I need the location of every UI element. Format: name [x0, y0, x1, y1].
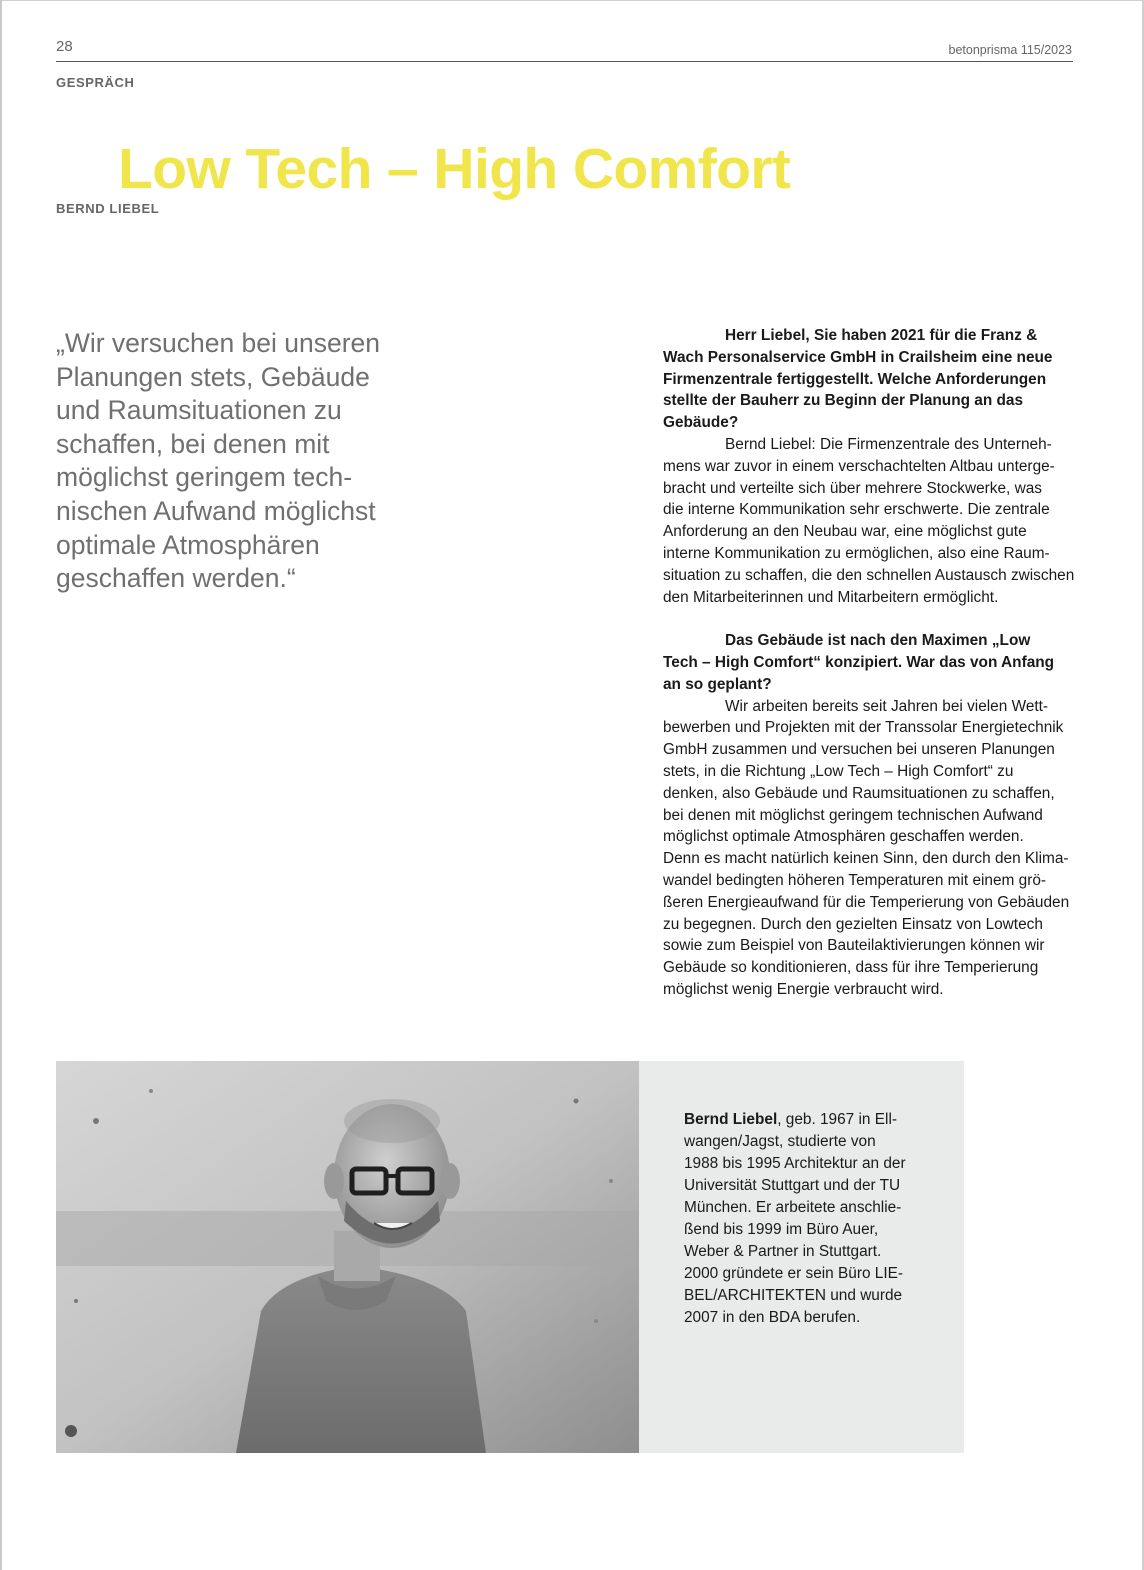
- bio-panel: [639, 1061, 964, 1453]
- portrait-illustration: [56, 1061, 639, 1453]
- pull-quote-line: schaffen, bei denen mit: [56, 428, 330, 459]
- answer-line: Wir arbeiten bereits seit Jahren bei vielen Wett-: [725, 697, 1049, 715]
- answer-line: den Mitarbeiterinnen und Mitarbeitern ermöglicht.: [663, 588, 999, 606]
- pull-quote-line: nischen Aufwand möglichst: [56, 495, 376, 526]
- question-line: Firmenzentrale fertiggestellt. Welche Anforderungen: [663, 370, 1047, 388]
- answer-line: Gebäude so konditionieren, dass für ihre Temperierung: [663, 959, 1039, 977]
- pull-quote-line: möglichst geringem tech-: [56, 462, 353, 493]
- pull-quote-line: und Raumsituationen zu: [56, 395, 342, 426]
- answer-line: interne Kommunikation zu ermöglichen, also eine Raum-: [663, 544, 1050, 562]
- bio-line: ßend bis 1999 im Büro Auer,: [684, 1221, 879, 1238]
- article-title: Low Tech – High Comfort: [118, 137, 791, 201]
- page-number: 28: [56, 38, 73, 55]
- interview-block-1: [663, 325, 1077, 608]
- bio-name: Bernd Liebel: [684, 1111, 778, 1128]
- section-label: GESPRÄCH: [56, 75, 135, 90]
- answer-line: Bernd Liebel: Die Firmenzentrale des Unterneh-: [725, 435, 1052, 453]
- bio-line: Universität Stuttgart und der TU: [684, 1177, 901, 1194]
- interview-answer: [663, 696, 1077, 1001]
- interview-block-2: [663, 630, 1077, 1001]
- bio-line: [684, 1109, 906, 1131]
- header-rule: [56, 61, 1073, 62]
- answer-line: bewerben und Projekten mit der Transsolar Energietechnik: [663, 719, 1064, 737]
- answer-line: bracht und verteilte sich über mehrere Stockwerke, was: [663, 479, 1042, 497]
- bio-line: 1988 bis 1995 Architektur an der: [684, 1155, 906, 1172]
- interview-column: [663, 325, 1077, 1023]
- bio-line: wangen/Jagst, studierte von: [684, 1133, 876, 1150]
- pull-quote-line: Planungen stets, Gebäude: [56, 361, 370, 392]
- answer-line: situation zu schaffen, die den schnellen Austausch zwischen: [663, 566, 1075, 584]
- author-bio: [684, 1109, 906, 1329]
- pull-quote-line: „Wir versuchen bei unseren: [56, 328, 381, 358]
- bio-line: 2000 gründete er sein Büro LIE-: [684, 1265, 904, 1282]
- issue-label: betonprisma 115/2023: [948, 43, 1072, 57]
- answer-line: möglichst optimale Atmosphären geschaffen werden.: [663, 828, 1024, 846]
- answer-line: die interne Kommunikation sehr erschwerte. Die zentrale: [663, 501, 1050, 519]
- portrait-photo: [56, 1061, 639, 1453]
- answer-line: zu begegnen. Durch den gezielten Einsatz von Lowtech: [663, 915, 1043, 933]
- bio-line: München. Er arbeitete anschlie-: [684, 1199, 902, 1216]
- answer-line: ßeren Energieaufwand für die Temperierung von Gebäuden: [663, 893, 1070, 911]
- article-author: BERND LIEBEL: [56, 201, 160, 216]
- question-line: stellte der Bauherr zu Beginn der Planung an das: [663, 392, 1024, 410]
- answer-line: Anforderung an den Neubau war, eine möglichst gute: [663, 523, 1027, 541]
- interview-answer: [663, 434, 1077, 608]
- question-line: Wach Personalservice GmbH in Crailsheim eine neue: [663, 348, 1053, 366]
- bio-line-rest: , geb. 1967 in Ell-: [777, 1111, 897, 1128]
- pull-quote-line: geschaffen werden.“: [56, 563, 296, 594]
- question-line: Herr Liebel, Sie haben 2021 für die Franz &: [725, 327, 1038, 344]
- interview-question: [663, 325, 1077, 434]
- bio-line: Weber & Partner in Stuttgart.: [684, 1243, 882, 1260]
- page-frame-top: [0, 0, 1144, 1]
- question-line: an so geplant?: [663, 675, 772, 693]
- answer-line: stets, in die Richtung „Low Tech – High Comfort“ zu: [663, 762, 1014, 780]
- answer-line: bei denen mit möglichst geringem technischen Aufwand: [663, 806, 1043, 824]
- answer-line: Denn es macht natürlich keinen Sinn, den durch den Klima-: [663, 850, 1069, 868]
- answer-line: mens war zuvor in einem verschachtelten Altbau unterge-: [663, 457, 1055, 475]
- pull-quote-line: optimale Atmosphären: [56, 529, 320, 560]
- interview-question: [663, 630, 1077, 695]
- answer-line: sowie zum Beispiel von Bauteilaktivierungen können wir: [663, 937, 1045, 955]
- answer-line: möglichst wenig Energie verbraucht wird.: [663, 980, 944, 998]
- answer-line: GmbH zusammen und versuchen bei unseren Planungen: [663, 741, 1055, 759]
- page-frame-left: [0, 0, 2, 1570]
- answer-line: denken, also Gebäude und Raumsituationen zu schaffen,: [663, 784, 1055, 802]
- question-line: Tech – High Comfort“ konzipiert. War das von Anfang: [663, 653, 1055, 671]
- question-line: Gebäude?: [663, 414, 739, 432]
- pull-quote: [56, 327, 416, 596]
- bio-line: 2007 in den BDA berufen.: [684, 1309, 861, 1326]
- question-line: Das Gebäude ist nach den Maximen „Low: [725, 632, 1031, 650]
- bio-line: BEL/ARCHITEKTEN und wurde: [684, 1287, 903, 1304]
- answer-line: wandel bedingten höheren Temperaturen mit einem grö-: [663, 871, 1047, 889]
